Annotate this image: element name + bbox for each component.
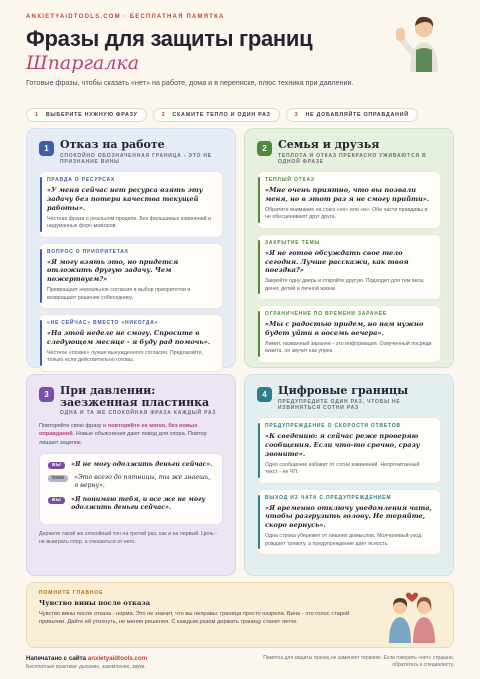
phrase-quote: «Я временно отключу уведомления чата, чтобы разгрузить голову. Не теряйте, скоро вернусь». xyxy=(265,503,432,530)
phrase-label: ПРЕДУПРЕЖДЕНИЕ О СКОРОСТИ ОТВЕТОВ xyxy=(265,423,401,430)
section-tagline: ОДНА И ТА ЖЕ СПОКОЙНАЯ ФРАЗА КАЖДЫЙ РАЗ xyxy=(60,410,217,417)
speaker-tag: ВЫ xyxy=(48,497,65,504)
pressure-intro: Повторяйте свою фразу и повторяйте ее мягко, без новых оправданий. Новые объяснения дают повод для спора. Повтор лишает зацепок. xyxy=(39,423,207,446)
phrase-quote: «У меня сейчас нет ресурса взять эту задачу без потери качества текущей работы». xyxy=(47,186,203,212)
phrase-card xyxy=(257,234,441,300)
step-2: 2 СКАЖИТЕ ТЕПЛО И ОДИН РАЗ xyxy=(153,108,280,122)
phrase-quote: «Я не готов обсуждать свое тело сегодня. Лучше расскажи, как твоя поездка?» xyxy=(265,248,409,275)
section-title: Цифровые границы xyxy=(278,384,409,397)
phrase-note: Обратите внимание на союз «но» или «и». Обе части правдивы и не обесценивают друг друга. xyxy=(265,206,428,221)
phrase-quote: «К сведению: я сейчас реже проверяю сообщения. Если что-то срочно, сразу звоните». xyxy=(265,432,420,458)
phrase-note: Лимит, названный заранее - это информация. Озвученный посреди визита, он звучит как упрек. xyxy=(265,340,432,355)
phrase-note: Закройте одну дверь и откройте другую. Подходит для тем веса, денег, детей и личной жизни. xyxy=(265,278,425,292)
disclaimer: Памятка для защиты границ не заменяет терапию. Если говорить «нет» страшно, обратитесь к специалисту. xyxy=(263,655,454,669)
phrase-label: ПРАВДА О РЕСУРСАХ xyxy=(47,177,116,184)
dialog-example xyxy=(39,453,223,526)
lead-text: Готовые фразы, чтобы сказать «нет» на работе, дома и в переписке, плюс техника при давлении. xyxy=(26,78,354,87)
phrase-note: Честная фраза о реальном пределе. Без фальшивых извинений и надуманных форс-мажоров. xyxy=(47,215,211,230)
section-tagline: СПОКОЙНО ОБОЗНАЧЕННАЯ ГРАНИЦА - ЭТО НЕ ПРИЗНАНИЕ ВИНЫ xyxy=(60,152,212,165)
section-digital xyxy=(244,374,454,576)
phrase-note: Одна строка убережет от лишних домыслов. Молчаливый уход рождает тревогу, а предупреждение дает ясность. xyxy=(265,533,422,547)
step-1: 1 ВЫБЕРИТЕ НУЖНУЮ ФРАЗУ xyxy=(26,108,147,122)
site-link[interactable]: anxietyaidtools.com xyxy=(87,655,148,662)
section-title: При давлении: заезженная пластинка xyxy=(60,384,210,409)
phrase-label: ВОПРОС О ПРИОРИТЕТАХ xyxy=(47,248,129,255)
section-tagline: ПРЕДУПРЕДИТЕ ОДИН РАЗ, ЧТОБЫ НЕ ИЗВИНЯТЬСЯ СОТНИ РАЗ xyxy=(278,398,401,411)
phrase-card xyxy=(257,305,441,363)
phrase-label: ЗАКРЫТИЕ ТЕМЫ xyxy=(265,239,321,246)
two-people-heart-illustration xyxy=(383,587,441,645)
dialog-text: «Я понимаю тебя, и все же не могу одолжить деньги сейчас». xyxy=(71,495,206,512)
speaker-tag: ВЫ xyxy=(48,462,65,469)
phrase-label: ОГРАНИЧЕНИЕ ПО ВРЕМЕНИ ЗАРАНЕЕ xyxy=(265,311,387,318)
pressure-footnote: Держите такой же спокойный тон на третий раз, как и на первый. Цель - не выиграть спор, а отказаться от него. xyxy=(39,531,217,546)
footer xyxy=(26,655,454,670)
phrase-card xyxy=(39,314,223,372)
section-work xyxy=(26,128,236,368)
phrase-card xyxy=(257,489,441,555)
dialog-line xyxy=(48,496,214,513)
brand-line: ANXIETYAIDTOOLS.COM · БЕСПЛАТНАЯ ПАМЯТКА xyxy=(26,14,225,20)
section-number-badge: 1 xyxy=(39,141,54,156)
phrase-card xyxy=(257,171,441,229)
section-title: Семья и друзья xyxy=(278,138,380,151)
printed-from: Напечатано с сайта anxietyaidtools.com xyxy=(26,655,148,662)
phrase-note: Честное «позже» лучше вынужденного согласия. Предлагайте, только если действительно готовы. xyxy=(47,349,204,364)
speaker-tag: ОНИ xyxy=(48,475,68,482)
phrase-quote: «Мне очень приятно, что вы позвали меня, но в этот раз я не смогу прийти». xyxy=(265,186,430,203)
phrase-quote: «Я могу взять это, но придется отложить другую задачу. Чем пожертвуем?» xyxy=(47,257,179,284)
page-subtitle: Шпаргалка xyxy=(26,52,140,74)
dialog-text: «Я не могу одолжить деньги сейчас». xyxy=(71,460,213,468)
phrase-note: Одно сообщение избавит от сотни извинений. Непрочитанный текст - не ЧП. xyxy=(265,461,420,476)
section-title: Отказ на работе xyxy=(60,138,165,151)
reminder-text: Чувство вины после отказа - норма. Это не значит, что вы неправы: граница просто назрела. Вина - это голос старой привычки. Дайте ей утихнуть, не меняя решения. С каждым разом держать границу станет легче. xyxy=(39,611,350,626)
section-number-badge: 3 xyxy=(39,387,54,402)
dialog-text: «Это всего до пятницы, ты же знаешь, я верну». xyxy=(74,474,211,490)
phrase-quote: «На этой неделе не смогу. Спросите в следующем месяце - я буду рад помочь». xyxy=(47,329,211,346)
steps-row xyxy=(26,108,418,122)
footer-subtext: Бесплатные практики: дыхание, заземление, звуки. xyxy=(26,664,146,670)
dialog-line xyxy=(48,474,214,491)
dialog-line xyxy=(48,461,214,469)
phrase-note: Превращает нереальное согласие в выбор приоритетов и возвращает решение собеседнику. xyxy=(47,287,191,301)
person-stop-gesture-illustration xyxy=(386,10,450,74)
reminder-title: Чувство вины после отказа xyxy=(39,599,151,607)
reminder-label: ПОМНИТЕ ГЛАВНОЕ xyxy=(39,590,104,596)
reminder-box xyxy=(26,582,454,648)
section-number-badge: 2 xyxy=(257,141,272,156)
section-number-badge: 4 xyxy=(257,387,272,402)
phrase-label: «НЕ СЕЙЧАС» ВМЕСТО «НИКОГДА» xyxy=(47,320,159,327)
phrase-card xyxy=(257,417,441,483)
step-3: 3 НЕ ДОБАВЛЯЙТЕ ОПРАВДАНИЙ xyxy=(286,108,418,122)
section-pressure xyxy=(26,374,236,576)
phrase-card xyxy=(39,171,223,237)
section-tagline: ТЕПЛОТА И ОТКАЗ ПРЕКРАСНО УЖИВАЮТСЯ В ОДНОЙ ФРАЗЕ xyxy=(278,152,427,165)
phrase-quote: «Мы с радостью придем, но нам нужно будет уйти в восемь вечера». xyxy=(265,320,424,338)
section-family xyxy=(244,128,454,368)
phrase-card xyxy=(39,243,223,309)
phrase-label: ВЫХОД ИЗ ЧАТА С ПРЕДУПРЕЖДЕНИЕМ xyxy=(265,494,392,501)
phrase-label: ТЕПЛЫЙ ОТКАЗ xyxy=(265,177,315,184)
page-title: Фразы для защиты границ xyxy=(26,26,313,51)
